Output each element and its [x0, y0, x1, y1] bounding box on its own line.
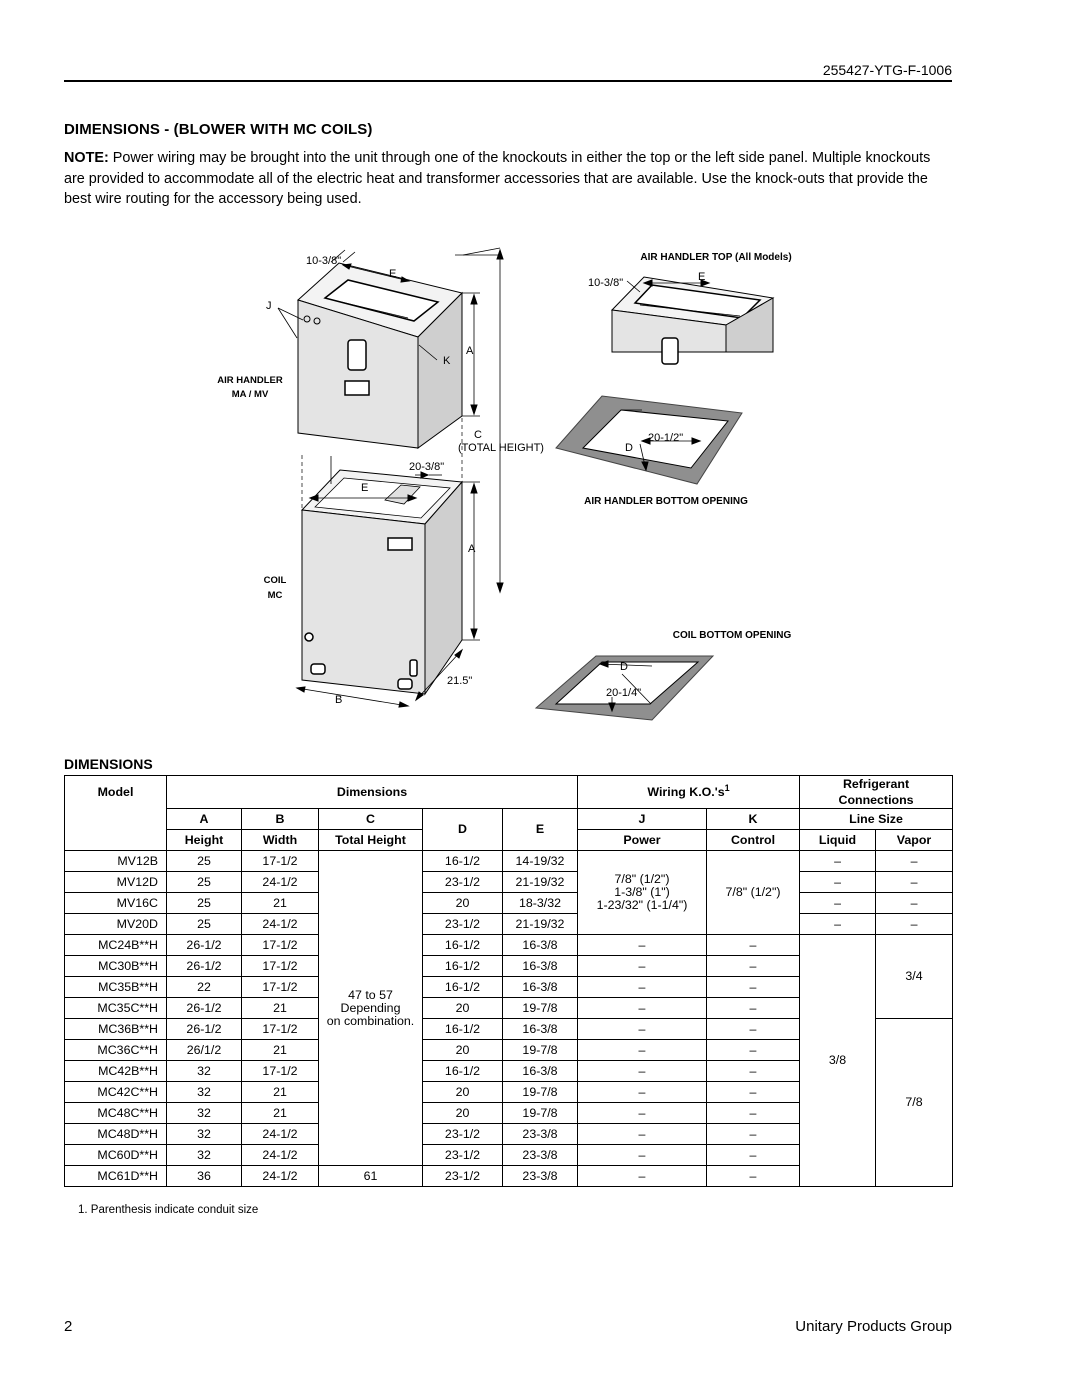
- cell-model: MV16C: [65, 893, 167, 914]
- cell-liquid: –: [800, 872, 876, 893]
- company-name: Unitary Products Group: [795, 1318, 952, 1335]
- ah-k-label: K: [443, 355, 451, 367]
- cell-a: 25: [167, 893, 242, 914]
- cell-b: 24-1/2: [242, 914, 319, 935]
- cell-e: 19-7/8: [503, 998, 578, 1019]
- coil-e-label: E: [361, 482, 369, 494]
- cell-j-merged: [578, 851, 707, 935]
- cell-b: 17-1/2: [242, 1061, 319, 1082]
- cell-a: 26-1/2: [167, 935, 242, 956]
- ah-name-line2: MA / MV: [231, 389, 269, 400]
- coil-bottom-d-label: D: [620, 661, 628, 673]
- cell-a: 32: [167, 1061, 242, 1082]
- cell-model: MC60D**H: [65, 1145, 167, 1166]
- table-row: [65, 872, 953, 893]
- ah-bottom-d-label: D: [625, 442, 633, 454]
- cell-e: 14-19/32: [503, 851, 578, 872]
- cell-model: MV12B: [65, 851, 167, 872]
- cell-j: –: [578, 935, 707, 956]
- cell-liquid: –: [800, 914, 876, 935]
- header-c: C: [319, 809, 423, 830]
- dimensions-table: [64, 775, 953, 1187]
- ah-e-label: E: [389, 268, 397, 280]
- cell-d: 23-1/2: [423, 1145, 503, 1166]
- cell-d: 16-1/2: [423, 935, 503, 956]
- cell-b: 17-1/2: [242, 956, 319, 977]
- cell-liquid-merged: 3/8: [800, 935, 876, 1187]
- cell-j: –: [578, 1061, 707, 1082]
- note-label: NOTE:: [64, 150, 109, 166]
- header-e: E: [503, 809, 578, 851]
- cell-b: 24-1/2: [242, 1124, 319, 1145]
- header-width: Width: [242, 830, 319, 851]
- cell-e: 23-3/8: [503, 1145, 578, 1166]
- header-total-height: Total Height: [319, 830, 423, 851]
- header-model-spacer: [65, 809, 167, 851]
- cell-k: –: [707, 956, 800, 977]
- header-height: Height: [167, 830, 242, 851]
- ah-j-label: J: [266, 300, 272, 312]
- cell-model: MC42B**H: [65, 1061, 167, 1082]
- table-row: [65, 935, 953, 956]
- cell-model: MC61D**H: [65, 1166, 167, 1187]
- cell-model: MC35B**H: [65, 977, 167, 998]
- cell-c-line3: on combination.: [326, 1013, 415, 1028]
- header-a: A: [167, 809, 242, 830]
- cell-j: –: [578, 956, 707, 977]
- b-label: B: [335, 694, 343, 706]
- cell-d: 20: [423, 998, 503, 1019]
- header-wiring: Wiring $K.O.'s^1$: [578, 776, 800, 809]
- cell-j-line3: 1-23/32" (1-1/4"): [596, 898, 688, 912]
- cell-model: MV12D: [65, 872, 167, 893]
- cell-a: 25: [167, 851, 242, 872]
- section-title: DIMENSIONS - (BLOWER WITH MC COILS): [64, 121, 373, 138]
- cell-d: 23-1/2: [423, 1124, 503, 1145]
- cell-j: –: [578, 1103, 707, 1124]
- cell-b: 17-1/2: [242, 851, 319, 872]
- cell-d: 23-1/2: [423, 872, 503, 893]
- cell-a: 36: [167, 1166, 242, 1187]
- cell-d: 20: [423, 1082, 503, 1103]
- cell-a: 32: [167, 1082, 242, 1103]
- c-label: C: [474, 429, 482, 441]
- cell-a: 26/1/2: [167, 1040, 242, 1061]
- cell-e: 16-3/8: [503, 956, 578, 977]
- cell-b: 24-1/2: [242, 1166, 319, 1187]
- total-height-label: (TOTAL HEIGHT): [458, 442, 544, 454]
- cell-k: –: [707, 998, 800, 1019]
- header-b: B: [242, 809, 319, 830]
- cell-b: 24-1/2: [242, 1145, 319, 1166]
- cell-b: 24-1/2: [242, 872, 319, 893]
- top-view-title: AIR HANDLER TOP (All Models): [640, 252, 792, 263]
- cell-d: 20: [423, 1103, 503, 1124]
- cell-a: 26-1/2: [167, 956, 242, 977]
- cell-b: 17-1/2: [242, 935, 319, 956]
- ah-bottom-dim-label: 20-1/2": [648, 432, 684, 444]
- cell-vapor-merged-1: 3/4: [876, 935, 953, 1019]
- header-k: K: [707, 809, 800, 830]
- cell-j: –: [578, 1166, 707, 1187]
- cell-e: 19-7/8: [503, 1082, 578, 1103]
- cell-e: 16-3/8: [503, 935, 578, 956]
- cell-j: –: [578, 1145, 707, 1166]
- table-title: DIMENSIONS: [64, 756, 153, 772]
- cell-liquid: –: [800, 893, 876, 914]
- cell-d: 16-1/2: [423, 1019, 503, 1040]
- ah-width-label: 10-3/8": [306, 255, 342, 267]
- header-j: J: [578, 809, 707, 830]
- cell-liquid: –: [800, 851, 876, 872]
- cell-j: –: [578, 998, 707, 1019]
- ah-a-label: A: [466, 345, 474, 357]
- cell-vapor: –: [876, 893, 953, 914]
- cell-c-line2: Depending: [340, 1000, 401, 1015]
- cell-b: 21: [242, 1103, 319, 1124]
- cell-c-line1: 47 to 57: [348, 987, 393, 1002]
- cell-b: 21: [242, 893, 319, 914]
- cell-j: –: [578, 1040, 707, 1061]
- cell-k: –: [707, 1082, 800, 1103]
- cell-e: 18-3/32: [503, 893, 578, 914]
- top-view-e-label: E: [698, 271, 706, 283]
- cell-e: 23-3/8: [503, 1124, 578, 1145]
- cell-b: 21: [242, 998, 319, 1019]
- cell-model: MV20D: [65, 914, 167, 935]
- depth-label: 21.5": [447, 675, 473, 687]
- cell-j-line2: 1-3/8" (1"): [614, 885, 670, 899]
- header-control: Control: [707, 830, 800, 851]
- cell-c-merged: [319, 851, 423, 1166]
- cell-d: 23-1/2: [423, 1166, 503, 1187]
- cell-j: –: [578, 977, 707, 998]
- document-number: 255427-YTG-F-1006: [822, 62, 952, 78]
- ah-name-line1: AIR HANDLER: [217, 375, 283, 386]
- cell-k: –: [707, 1019, 800, 1040]
- cell-a: 25: [167, 872, 242, 893]
- cell-a: 26-1/2: [167, 1019, 242, 1040]
- cell-e: 21-19/32: [503, 914, 578, 935]
- cell-j: –: [578, 1124, 707, 1145]
- header-model: Model: [65, 776, 167, 809]
- coil-bottom-dim-label: 20-1/4": [606, 687, 642, 699]
- cell-e: 16-3/8: [503, 1019, 578, 1040]
- cell-k: –: [707, 1040, 800, 1061]
- cell-k: –: [707, 935, 800, 956]
- header-power: Power: [578, 830, 707, 851]
- cell-a: 32: [167, 1124, 242, 1145]
- cell-k: –: [707, 1166, 800, 1187]
- cell-vapor: –: [876, 851, 953, 872]
- cell-b: 21: [242, 1040, 319, 1061]
- cell-j-line1: 7/8" (1/2"): [614, 872, 670, 886]
- cell-model: MC35C**H: [65, 998, 167, 1019]
- header-d: D: [423, 809, 503, 851]
- table-row: [65, 914, 953, 935]
- cell-j: –: [578, 1082, 707, 1103]
- coil-a-label: A: [468, 543, 476, 555]
- note-text: Power wiring may be brought into the unit through one of the knockouts in either the top or the left side panel. Multiple knockouts are provided to accommodate all of the electric heat and transformer accessories that are available. Use the knock-outs that provide the best wire routing for the accessory being used.: [64, 150, 931, 207]
- cell-k: –: [707, 1145, 800, 1166]
- cell-model: MC36C**H: [65, 1040, 167, 1061]
- cell-k: –: [707, 1103, 800, 1124]
- table-row: [65, 893, 953, 914]
- header-connections: Connections: [800, 792, 953, 809]
- cell-d: 20: [423, 1040, 503, 1061]
- header-refrigerant: Refrigerant: [800, 776, 953, 793]
- ah-bottom-title: AIR HANDLER BOTTOM OPENING: [584, 496, 748, 507]
- coil-bottom-title: COIL BOTTOM OPENING: [672, 630, 792, 641]
- page-number: 2: [64, 1318, 73, 1335]
- cell-model: MC48C**H: [65, 1103, 167, 1124]
- cell-model: MC48D**H: [65, 1124, 167, 1145]
- cell-e: 16-3/8: [503, 977, 578, 998]
- cell-k: –: [707, 1061, 800, 1082]
- cell-d: 16-1/2: [423, 956, 503, 977]
- cell-a: 25: [167, 914, 242, 935]
- header-vapor: Vapor: [876, 830, 953, 851]
- coil-name-line1: COIL: [263, 575, 287, 586]
- cell-k: –: [707, 1124, 800, 1145]
- cell-a: 32: [167, 1103, 242, 1124]
- cell-d: 23-1/2: [423, 914, 503, 935]
- table-footnote: 1. Parenthesis indicate conduit size: [78, 1204, 259, 1216]
- cell-e: 23-3/8: [503, 1166, 578, 1187]
- cell-j: –: [578, 1019, 707, 1040]
- cell-b: 17-1/2: [242, 1019, 319, 1040]
- cell-a: 26-1/2: [167, 998, 242, 1019]
- coil-width-label: 20-3/8": [409, 461, 445, 473]
- cell-d: 20: [423, 893, 503, 914]
- cell-e: 21-19/32: [503, 872, 578, 893]
- cell-c: 61: [319, 1166, 423, 1187]
- cell-model: MC42C**H: [65, 1082, 167, 1103]
- cell-b: 21: [242, 1082, 319, 1103]
- cell-a: 22: [167, 977, 242, 998]
- cell-d: 16-1/2: [423, 1061, 503, 1082]
- cell-e: 19-7/8: [503, 1040, 578, 1061]
- coil-name-line2: MC: [267, 590, 283, 601]
- header-liquid: Liquid: [800, 830, 876, 851]
- top-view-width-label: 10-3/8": [588, 277, 624, 289]
- cell-e: 19-7/8: [503, 1103, 578, 1124]
- cell-vapor-merged-2: 7/8: [876, 1019, 953, 1187]
- header-dimensions: Dimensions: [167, 776, 578, 809]
- cell-vapor: –: [876, 872, 953, 893]
- cell-e: 16-3/8: [503, 1061, 578, 1082]
- cell-d: 16-1/2: [423, 851, 503, 872]
- cell-b: 17-1/2: [242, 977, 319, 998]
- cell-model: MC30B**H: [65, 956, 167, 977]
- cell-k-merged: 7/8" (1/2"): [707, 851, 800, 935]
- cell-model: MC24B**H: [65, 935, 167, 956]
- table-row: [65, 851, 953, 872]
- cell-vapor: –: [876, 914, 953, 935]
- cell-model: MC36B**H: [65, 1019, 167, 1040]
- cell-a: 32: [167, 1145, 242, 1166]
- header-line-size: Line Size: [800, 809, 953, 830]
- cell-d: 16-1/2: [423, 977, 503, 998]
- cell-k: –: [707, 977, 800, 998]
